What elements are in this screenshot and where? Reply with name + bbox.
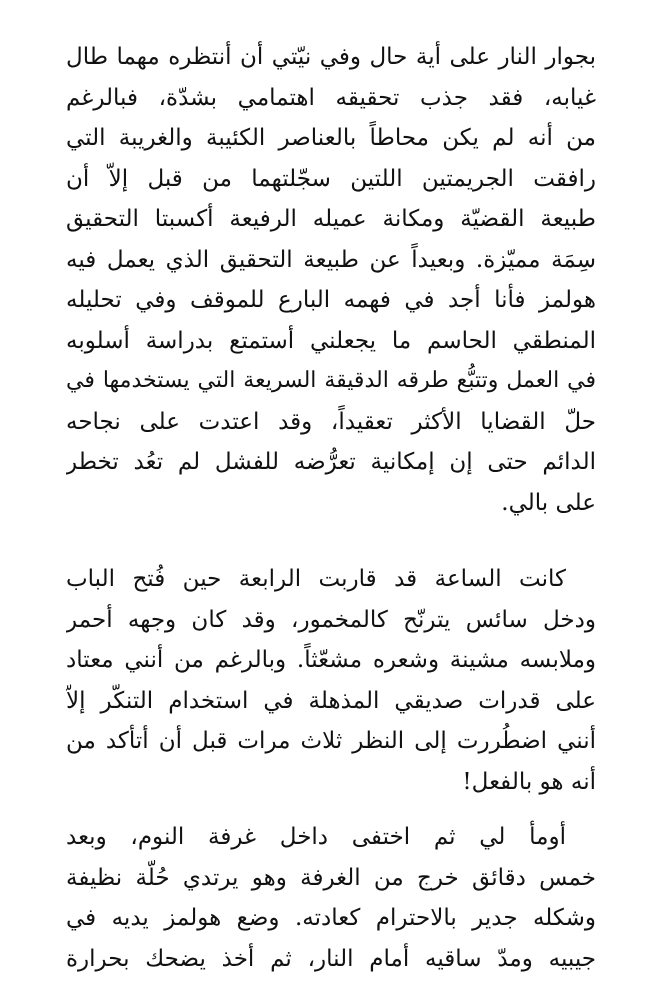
text-line: وشكله جدير بالاحترام كعادته. وضع هولمز يديه في	[66, 905, 596, 931]
text-line: أومأ لي ثم اختفى داخل غرفة النوم، وبعد	[66, 824, 566, 850]
text-line: المنطقي الحاسم ما يجعلني أستمتع بدراسة أسلوبه	[66, 327, 596, 354]
text-line: الدائم حتى إن إمكانية تعرُّضه للفشل لم تعُد تخطر	[66, 449, 596, 475]
paragraph-1	[66, 37, 596, 523]
text-line: هولمز فأنا أجد في فهمه البارع للموقف وفي تحليله	[66, 287, 596, 313]
text-line: وملابسه مشينة وشعره مشعّثاً. وبالرغم من أنني معتاد	[66, 647, 596, 673]
text-line: على بالي.	[501, 489, 596, 516]
text-line: بجوار النار على أية حال وفي نيّتي أن أنتظره مهما طال	[66, 44, 596, 70]
text-line: في العمل وتتبُّع طرقه الدقيقة السريعة التي يستخدمها في	[66, 368, 596, 393]
text-line: حلّ القضايا الأكثر تعقيداً، وقد اعتدت على نجاحه	[66, 408, 596, 435]
text-line: على قدرات صديقي المذهلة في استخدام التنكّر إلاّ	[66, 687, 596, 714]
text-line: خمس دقائق خرج من الغرفة وهو يرتدي حُلّة نظيفة	[66, 864, 596, 891]
text-line: جيبيه ومدّ ساقيه أمام النار، ثم أخذ يضحك بحرارة	[66, 945, 596, 972]
text-line: طبيعة القضيّة ومكانة عميله الرفيعة أكسبتا التحقيق	[66, 206, 596, 232]
text-line: أنه هو بالفعل!	[462, 768, 596, 795]
paragraph-3	[66, 817, 596, 979]
text-line: ودخل سائس يترنّح كالمخمور، وقد كان وجهه أحمر	[66, 606, 596, 633]
text-line: كانت الساعة قد قاربت الرابعة حين فُتح الباب	[66, 566, 566, 592]
text-line: أنني اضطُررت إلى النظر ثلاث مرات قبل أن أتأكد من	[66, 728, 596, 754]
text-line: رافقت الجريمتين اللتين سجّلتهما من قبل إلاّ أن	[66, 165, 596, 192]
paragraph-2	[66, 559, 596, 802]
text-line: سِمَة مميّزة. وبعيداً عن طبيعة التحقيق الذي يعمل فيه	[66, 246, 596, 273]
text-line: من أنه لم يكن محاطاً بالعناصر الكئيبة والغريبة التي	[66, 125, 596, 151]
text-line: غيابه، فقد جذب تحقيقه اهتمامي بشدّة، فبالرغم	[66, 84, 596, 111]
